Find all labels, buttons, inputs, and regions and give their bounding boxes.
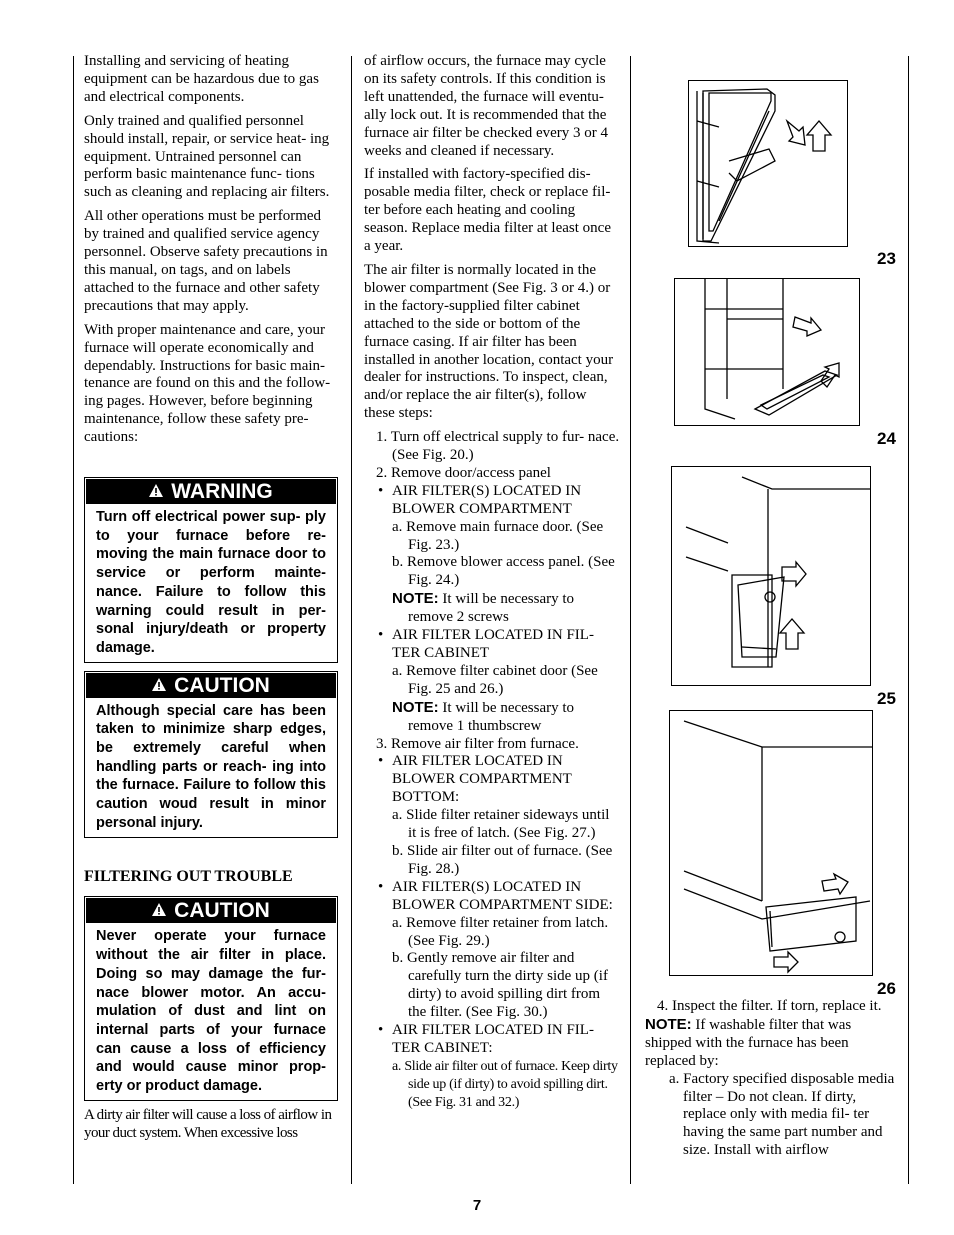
paragraph: The air filter is normally located in the blower compartment (See Fig. 3 or 4.) or in the factory-supplied filter cabinet attached to the side or bottom of the furnace casing. If air filter has been installed in another location, contact your dealer for instructions. To inspect, clean, and/or replace the air filter(s), follow these steps: [364, 261, 614, 422]
filter-cabinet-door-illustration [672, 467, 870, 685]
note-item [364, 699, 620, 736]
note-label: NOTE: [645, 1015, 692, 1033]
figure-number: 23 [877, 249, 896, 268]
column-rule-mid1 [351, 56, 352, 1184]
list-item: 1. Turn off electrical supply to fur- nace. (See Fig. 20.) [376, 429, 620, 464]
figure-number: 24 [877, 429, 896, 448]
note-item [645, 1016, 901, 1071]
list-item: 2. Remove door/access panel [376, 464, 551, 481]
figure-number: 25 [877, 689, 896, 708]
list-item: • AIR FILTER LOCATED IN BLOWER COMPARTMENT BOTTOM: [364, 753, 620, 807]
caution-text: Never operate your furnace without the air filter in place. Doing so may damage the fur- nace blower motor. An accu- mulation of dust and lint on internal parts of your furnace can cause a loss of efficiency and would cause minor prop- erty or product damage. [96, 928, 326, 1095]
list-item: • AIR FILTER LOCATED IN FIL- TER CABINET: [364, 1022, 620, 1058]
paragraph: If installed with factory-specified dis- posable media filter, check or replace fil- ter before each heating and cooling season. Replace media filter at least once a year. [364, 166, 611, 255]
list-item: • AIR FILTER LOCATED IN FIL- TER CABINET [364, 627, 620, 663]
warning-header [86, 479, 336, 504]
warning-title: WARNING [171, 480, 273, 504]
list-item: a. Slide air filter out of furnace. Keep dirty side up (if dirty) to avoid spilling dirt. (See Fig. 31 and 32.) [392, 1058, 618, 1110]
figure-number: 26 [877, 979, 896, 998]
column-rule-right [908, 56, 909, 1184]
caution-box-filter [84, 896, 338, 1100]
note-label: NOTE: [392, 590, 439, 608]
furnace-door-removal-illustration [689, 81, 847, 246]
note-text: It will be necessary to remove 1 thumbscrew [408, 699, 575, 734]
figure-26 [669, 710, 873, 976]
caution-header [86, 673, 336, 698]
note-label: NOTE: [392, 698, 439, 716]
warning-triangle-icon [152, 897, 166, 922]
column-2 [364, 53, 620, 1112]
note-item [364, 590, 620, 627]
page-number: 7 [472, 1197, 482, 1214]
steps-list [364, 429, 620, 1111]
note-text: It will be necessary to remove 2 screws [408, 591, 575, 626]
column-rule-mid2 [630, 56, 631, 1184]
paragraph: Installing and servicing of heating equipment can be hazardous due to gas and electrical components. [84, 53, 319, 105]
paragraph: of airflow occurs, the furnace may cycle on its safety controls. If this condition is left unattended, the furnace will eventu- ally lock out. It is recommended that the furnace air filter be checked every 3 or 4 weeks and cleaned if necessary. [364, 53, 609, 159]
list-item: b. Slide air filter out of furnace. (See Fig. 28.) [392, 842, 613, 877]
caution-text: Although special care has been taken to minimize sharp edges, be extremely careful when handling parts or reach- ing into the furnace. Failure to follow this caution woud result in minor personal injury. [96, 702, 326, 831]
note-text: If washable filter that was shipped with the furnace has been replaced by: [645, 1016, 852, 1069]
list-item: 4. Inspect the filter. If torn, replace it. [657, 998, 882, 1014]
list-item: b. Gently remove air filter and carefully turn the dirty side up (if dirty) to avoid spilling dirt from the filter. (See Fig. 30.) [392, 950, 608, 1021]
figure-24 [674, 278, 860, 426]
paragraph: Only trained and qualified personnel should install, repair, or service heat- ing equipment. Untrained personnel can perform basic maintenance func- tions such as cleaning and replacing air filters. [84, 112, 330, 201]
paragraph: With proper maintenance and care, your furnace will operate economically and dependably. Instructions for basic main- tenance are found on this and the follow- ing pages. However, before beginning maintenance, follow these safety pre- cautions: [84, 321, 331, 446]
caution-box [84, 671, 338, 838]
paragraph: All other operations must be performed by trained and qualified service agency personnel. Observe safety precautions in this manual, on tags, and on labels attached to the furnace and other safety precautions that may apply. [84, 208, 328, 314]
list-item: • AIR FILTER(S) LOCATED IN BLOWER COMPARTMENT [364, 483, 620, 519]
paragraph: A dirty air filter will cause a loss of airflow in your duct system. When excessive loss [84, 1106, 332, 1141]
warning-triangle-icon [149, 478, 163, 503]
list-item: • AIR FILTER(S) LOCATED IN BLOWER COMPARTMENT SIDE: [364, 879, 620, 915]
warning-text: Turn off electrical power sup- ply to your furnace before re- moving the main furnace door to service or perform mainte- nance. Failure to follow this warning could result in per- sonal injury/death or property damage. [96, 509, 326, 656]
section-title: FILTERING OUT TROUBLE [84, 867, 293, 885]
filter-cabinet-bottom-illustration [670, 711, 872, 975]
list-item: b. Remove blower access panel. (See Fig. 24.) [392, 554, 615, 589]
figure-23 [688, 80, 848, 247]
column-rule-left [73, 56, 74, 1184]
list-item: a. Factory specified disposable media filter – Do not clean. If dirty, replace only with media fil- ter having the same part number and size. Install with airflow [669, 1070, 895, 1159]
warning-box [84, 477, 338, 663]
list-item: a. Remove filter retainer from latch. (See Fig. 29.) [392, 914, 609, 949]
list-item: a. Remove filter cabinet door (See Fig. 25 and 26.) [392, 662, 598, 697]
caution-title: CAUTION [174, 899, 270, 923]
figure-25 [671, 466, 871, 686]
caution-header [86, 898, 336, 923]
blower-panel-removal-illustration [675, 279, 859, 425]
caution-title: CAUTION [174, 673, 270, 697]
warning-triangle-icon [152, 672, 166, 697]
list-item: 3. Remove air filter from furnace. [376, 735, 579, 752]
column-1 [84, 53, 338, 1149]
column-3-text [645, 998, 901, 1160]
list-item: a. Remove main furnace door. (See Fig. 23.) [392, 518, 604, 553]
list-item: a. Slide filter retainer sideways until it is free of latch. (See Fig. 27.) [392, 807, 610, 842]
